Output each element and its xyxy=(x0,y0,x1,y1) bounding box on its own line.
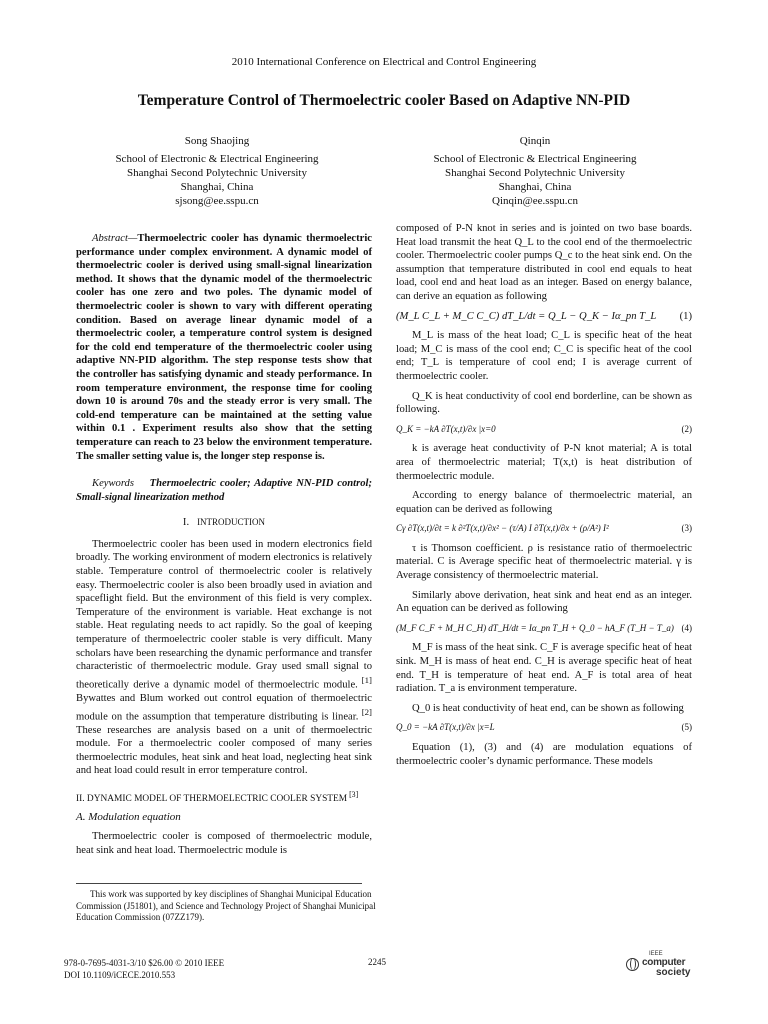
equation-body: (M_L C_L + M_C C_C) dT_L/dt = Q_L − Q_K − Iα_pn T_L xyxy=(396,310,657,322)
footnote-divider xyxy=(76,883,362,884)
logo-society-text: society xyxy=(656,967,691,978)
logo-computer-text: computer xyxy=(642,957,686,968)
paragraph: M_L is mass of the heat load; C_L is specific heat of the heat load; M_C is mass of the cool end; C_C is specific heat of the cool end; T_L is temperature of cool end; I is average current of thermoelectric cooler. xyxy=(396,330,692,382)
ieee-computer-society-logo xyxy=(626,951,706,979)
citation: [2] xyxy=(358,706,372,717)
intro-text: These researches are analysis based on a unit of thermoelectric module. For a thermoelectric cooler composed of many series thermoelectric modules, heat sink and heat load, neglecting heat sink and heat load could result in error temperature control. xyxy=(76,724,372,777)
intro-text: Thermoelectric cooler has been used in modern electronics field broadly. The working environment of modern electronics is relatively stable. Temperature control of thermoelectric cooler is relatively easy. Thermoelectric cooler is also been broadly used in aviation and spaceflight field. But the environment of this field is very complex. Temperature of the environment is variable. Heat exchange is not stable. Heat regulating needs to act rapidly. So the goal of keeping temperature of thermoelectric cooler stable is very difficult. Many scholars have been researching the dynamic performance and transfer characteristic of thermoelectric module. Gray used small signal to theoretically derive a dynamic model of thermoelectric module. xyxy=(76,538,372,691)
author-dept: School of Electronic & Electrical Engineering xyxy=(433,153,637,165)
isbn-line: 978-0-7695-4031-3/10 $26.00 © 2010 IEEE xyxy=(64,958,225,968)
equation-number: (2) xyxy=(681,423,692,434)
paragraph: Similarly above derivation, heat sink and heat end as an integer. An equation can be derived as following xyxy=(396,589,692,615)
author-block-2 xyxy=(370,134,700,208)
keywords xyxy=(76,477,372,504)
author-block-1 xyxy=(52,134,382,208)
equation-body: (M_F C_F + M_H C_H) dT_H/dt = Iα_pn T_H + Q_0 − hA_F (T_H − T_a) xyxy=(396,622,674,633)
equation-body: Q_K = −kA ∂T(x,t)/∂x |x=0 xyxy=(396,423,496,434)
paragraph: Equation (1), (3) and (4) are modulation equations of thermoelectric cooler’s dynamic performance. These models xyxy=(396,742,692,767)
section-number: I. xyxy=(182,517,190,529)
paragraph: Q_0 is heat conductivity of heat end, can be shown as following xyxy=(412,702,684,714)
doi-line: DOI 10.1109/iCECE.2010.553 xyxy=(64,970,176,980)
paragraph: k is average heat conductivity of P-N knot material; A is total area of thermoelectric material; T(x,t) is heat distribution of thermoelectric module. xyxy=(396,443,692,482)
paragraph: τ is Thomson coefficient. ρ is resistance ratio of thermoelectric material. C is Average specific heat of thermoelectric material. γ is Average consistency of thermoelectric material. xyxy=(396,542,692,582)
abstract-text: Thermoelectric cooler has dynamic thermoelectric performance under complex environment. A dynamic model of thermoelectric cooler is derived using small-signal linearization method. It shows that the dynamic model of the thermoelectric cooler has one zero and two poles. The dynamic model of thermoelectric cooler is shown to vary with different operating condition. Based on average linear dynamic model of a thermoelectric cooler, a temperature control system is designed for the cold end temperature of the thermoelectric cooler using adaptive NN-PID algorithm. The step response tests show that the controller has satisfying dynamic and steady performance. In room temperature environment, the response time for cooling down 10 is around 70s and the steady error is very small. The cold-end temperature can be maintained at the setting value within 0.1 . Experiment results also show that the setting temperature can reach to 23 below the environment temperature. The smaller setting value is, the longer step response is. xyxy=(76,233,372,462)
author-name: Song Shaojing xyxy=(184,135,250,147)
left-column xyxy=(76,232,372,858)
equation-body: Q_0 = −kA ∂T(x,t)/∂x |x=L xyxy=(396,722,495,733)
intro-text: Bywattes and Blum worked out control equation of thermoelectric module on the assumption that temperature distributing is linear. xyxy=(76,692,372,723)
right-column xyxy=(396,222,692,768)
paragraph: composed of P-N knot in series and is jointed on two base boards. Heat load transmit the heat Q_L to the cool end of the thermoelectric cooler. Thermoelectric cooler pumps Q_c to the heat sink end. On the assumption that temperature distributed in cool end equals to heat load, cool end and heat load as an integer. Based on energy balance, can derive an equation as following xyxy=(396,223,692,302)
keywords-text: Thermoelectric cooler; Adaptive NN-PID control; Small-signal linearization method xyxy=(76,478,372,503)
section-2-heading xyxy=(76,788,372,807)
author-email: Qinqin@ee.sspu.cn xyxy=(492,195,578,207)
footnote xyxy=(76,889,376,924)
modulation-paragraph: Thermoelectric cooler is composed of thermoelectric module, heat sink and heat load. Thermoelectric module is xyxy=(76,831,372,856)
page-number: 2245 xyxy=(368,957,386,967)
equation-1 xyxy=(396,310,692,324)
author-email: sjsong@ee.sspu.cn xyxy=(175,195,259,207)
subsection-heading: A. Modulation equation xyxy=(76,810,181,823)
keywords-label: Keywords xyxy=(92,478,134,490)
abstract xyxy=(76,232,372,463)
logo-ieee-text: IEEE xyxy=(649,951,663,957)
globe-icon xyxy=(626,958,639,971)
equation-number: (5) xyxy=(681,722,692,733)
abstract-label: Abstract— xyxy=(92,233,138,244)
author-name: Qinqin xyxy=(519,135,551,147)
section-title: II. DYNAMIC MODEL OF THERMOELECTRIC COOLER SYSTEM xyxy=(76,794,348,805)
author-dept: School of Electronic & Electrical Engineering xyxy=(115,153,319,165)
author-city: Shanghai, China xyxy=(180,181,254,193)
conference-header: 2010 International Conference on Electrical and Control Engineering xyxy=(231,56,537,68)
footer-left xyxy=(64,957,224,981)
equation-number: (4) xyxy=(681,622,692,633)
equation-5 xyxy=(396,721,692,735)
citation: [3] xyxy=(347,790,359,800)
paragraph: M_F is mass of the heat sink. C_F is average specific heat of heat sink. M_H is mass of heat end. C_H is average specific heat of heat end. T_H is temperature of heat end. A_F is total area of heat radiation. T_a is environment temperature. xyxy=(396,642,692,695)
equation-body: Cγ ∂T(x,t)/∂t = k ∂²T(x,t)/∂x² − (τ/A) I ∂T(x,t)/∂x + (ρ/A²) I² xyxy=(396,523,609,534)
section-1-heading xyxy=(76,516,372,530)
intro-paragraph xyxy=(76,538,372,778)
equation-4 xyxy=(396,622,692,636)
paper-title: Temperature Control of Thermoelectric cooler Based on Adaptive NN-PID xyxy=(137,92,631,109)
equation-number: (1) xyxy=(679,310,692,322)
equation-number: (3) xyxy=(681,523,692,534)
equation-3 xyxy=(396,522,692,536)
author-city: Shanghai, China xyxy=(498,181,572,193)
author-univ: Shanghai Second Polytechnic University xyxy=(127,167,307,179)
footnote-text: This work was supported by key disciplines of Shanghai Municipal Education Commission (J51801), and Science and Technology Project of Shanghai Municipal Education Commission (07ZZ179). xyxy=(76,889,376,922)
paragraph: According to energy balance of thermoelectric material, an equation can be derived as following xyxy=(396,490,692,515)
section-title: INTRODUCTION xyxy=(197,517,266,528)
equation-2 xyxy=(396,423,692,437)
paragraph: Q_K is heat conductivity of cool end borderline, can be shown as following. xyxy=(396,390,692,416)
author-univ: Shanghai Second Polytechnic University xyxy=(445,167,625,179)
citation: [1] xyxy=(357,674,372,685)
